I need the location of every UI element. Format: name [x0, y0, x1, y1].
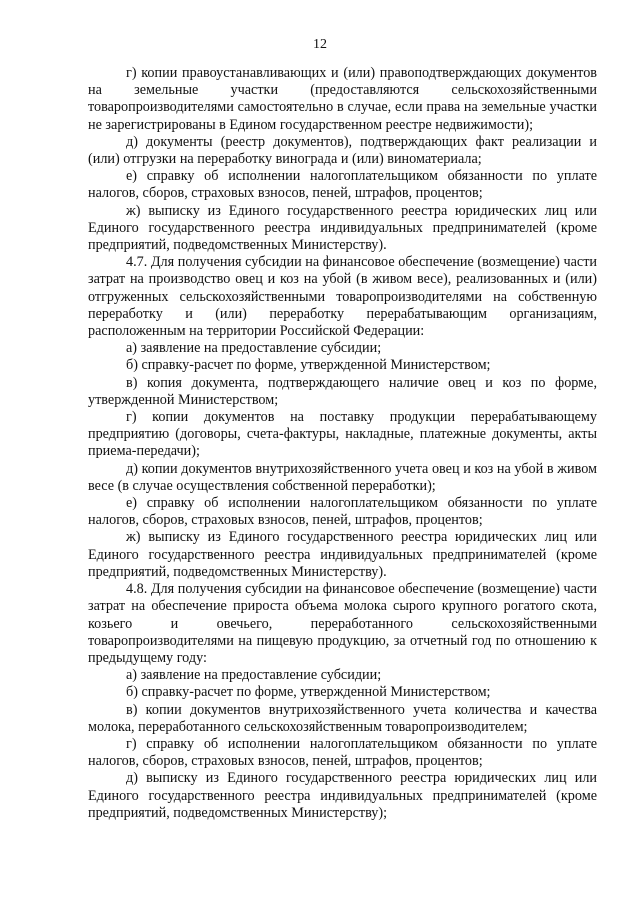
- paragraph-4-7-item-zh: ж) выписку из Единого государственного реестра юридических лиц или Единого государственного реестра индивидуальных предпринимателей (кроме предприятий, подведомственных Министерству).: [88, 529, 597, 580]
- paragraph-4-7-item-d: д) копии документов внутрихозяйственного учета овец и коз на убой в живом весе (в случае осуществления собственной переработки);: [88, 460, 597, 494]
- paragraph-4-7-item-e: е) справку об исполнении налогоплательщиком обязанности по уплате налогов, сборов, страховых взносов, пеней, штрафов, процентов;: [88, 495, 597, 529]
- page-number: 12: [313, 37, 327, 52]
- paragraph-4-8-item-a: а) заявление на предоставление субсидии;: [126, 667, 382, 684]
- paragraph-4-7-item-g: г) копии документов на поставку продукции перерабатывающему предприятию (договоры, счета-фактуры, накладные, платежные документы, акты приема-передачи);: [88, 409, 597, 460]
- paragraph-clause-4-7: 4.7. Для получения субсидии на финансовое обеспечение (возмещение) части затрат на производство овец и коз на убой (в живом весе), реализованных и (или) отгруженных сельскохозяйственными товаропроизводителями на собственную переработку и (или) переработку перерабатывающим организациям, расположенным на территории Российской Федерации:: [88, 254, 597, 340]
- paragraph-4-8-item-g: г) справку об исполнении налогоплательщиком обязанности по уплате налогов, сборов, страховых взносов, пеней, штрафов, процентов;: [88, 735, 597, 770]
- paragraph-item-d-sales-documents: д) документы (реестр документов), подтверждающих факт реализации и (или) отгрузки на переработку винограда и (или) виноматериала;: [88, 133, 597, 168]
- paragraph-item-zh-registry-extract: ж) выписку из Единого государственного реестра юридических лиц или Единого государственного реестра индивидуальных предпринимателей (кроме предприятий, подведомственных Министерству).: [88, 202, 597, 254]
- paragraph-clause-4-8: 4.8. Для получения субсидии на финансовое обеспечение (возмещение) части затрат на обеспечение прироста объема молока сырого крупного рогатого скота, козьего и овечьего, переработанного сельскохозяйственными товаропроизводителями на пищевую продукцию, за отчетный год по отношению к предыдущему году:: [88, 581, 597, 666]
- paragraph-4-8-item-b: б) справку-расчет по форме, утвержденной Министерством;: [126, 684, 491, 701]
- paragraph-4-7-item-b: б) справку-расчет по форме, утвержденной Министерством;: [126, 357, 491, 374]
- document-body: [88, 65, 597, 822]
- paragraph-4-7-item-v: в) копия документа, подтверждающего наличие овец и коз по форме, утвержденной Министерством;: [88, 374, 597, 408]
- paragraph-4-7-item-a: а) заявление на предоставление субсидии;: [126, 340, 382, 357]
- paragraph-4-8-item-v: в) копии документов внутрихозяйственного учета количества и качества молока, переработанного сельскохозяйственным товаропроизводителем;: [88, 701, 597, 735]
- paragraph-item-g-land-documents: г) копии правоустанавливающих и (или) правоподтверждающих документов на земельные участки (предоставляются сельскохозяйственными товаропроизводителями самостоятельно в случае, если права на земельные участки не зарегистрированы в Едином государственном реестре недвижимости);: [88, 65, 597, 133]
- paragraph-4-8-item-d: д) выписку из Единого государственного реестра юридических лиц или Единого государственного реестра индивидуальных предпринимателей (кроме предприятий, подведомственных Министерству);: [88, 770, 597, 821]
- paragraph-item-e-tax-certificate: е) справку об исполнении налогоплательщиком обязанности по уплате налогов, сборов, страховых взносов, пеней, штрафов, процентов;: [88, 168, 597, 202]
